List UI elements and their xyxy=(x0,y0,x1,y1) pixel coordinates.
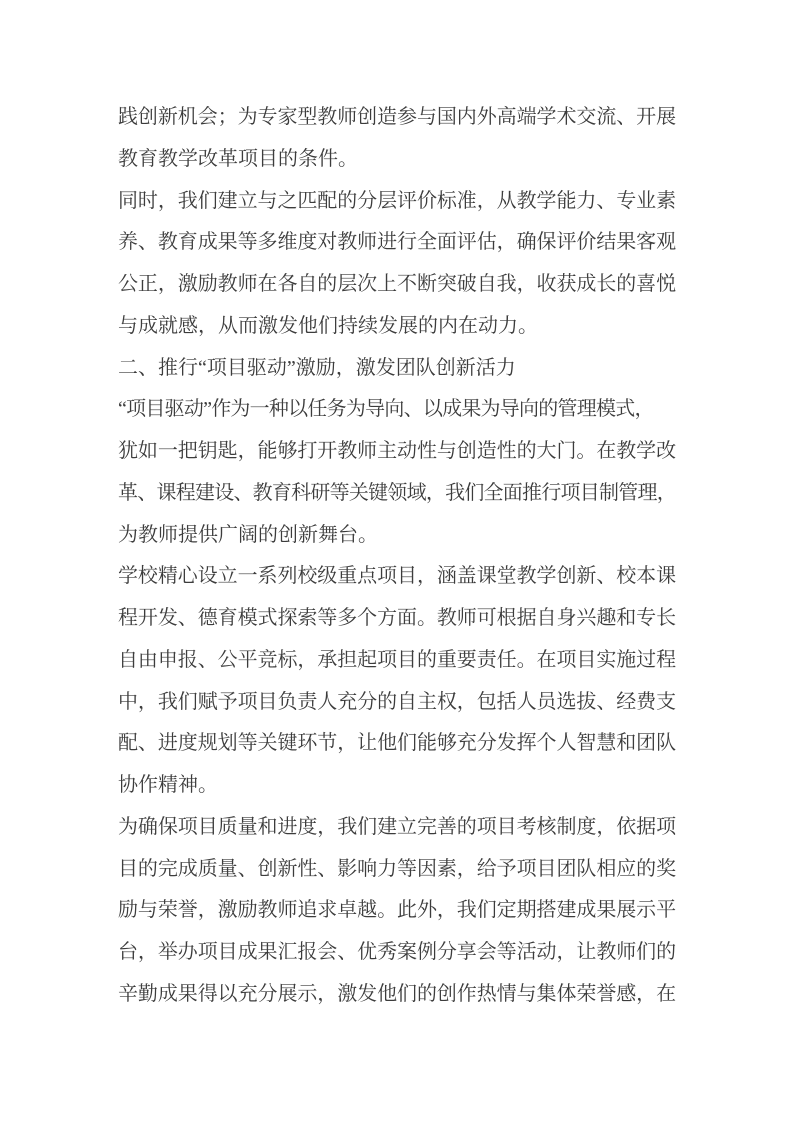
text-line: 践创新机会；为专家型教师创造参与国内外高端学术交流、开展 xyxy=(118,106,677,128)
text-line: 公正，激励教师在各自的层次上不断突破自我，收获成长的喜悦 xyxy=(118,273,677,295)
text-line: 养、教育成果等多维度对教师进行全面评估，确保评价结果客观 xyxy=(118,231,677,254)
text-line: “项目驱动”作为一种以任务为导向、以成果为导向的管理模式， xyxy=(118,398,654,421)
section-heading: 二、推行“项目驱动”激励，激发团队创新活力 xyxy=(118,356,516,379)
text-line: 与成就感，从而激发他们持续发展的内在动力。 xyxy=(118,314,538,337)
text-line: 自由申报、公平竞标，承担起项目的重要责任。在项目实施过程 xyxy=(118,648,677,671)
text-line: 辛勤成果得以充分展示，激发他们的创作热情与集体荣誉感，在 xyxy=(118,982,677,1005)
document-text xyxy=(118,97,676,1016)
text-line: 学校精心设立一系列校级重点项目，涵盖课堂教学创新、校本课 xyxy=(118,565,677,588)
text-line: 程开发、德育模式探索等多个方面。教师可根据自身兴趣和专长 xyxy=(118,607,677,629)
text-line: 目的完成质量、创新性、影响力等因素，给予项目团队相应的奖 xyxy=(118,857,677,880)
text-line: 为教师提供广阔的创新舞台。 xyxy=(118,523,378,546)
text-line: 犹如一把钥匙，能够打开教师主动性与创造性的大门。在教学改 xyxy=(118,440,677,462)
text-line: 中，我们赋予项目负责人充分的自主权，包括人员选拔、经费支 xyxy=(118,690,677,713)
text-line: 同时，我们建立与之匹配的分层评价标准，从教学能力、专业素 xyxy=(118,189,677,212)
text-line: 配、进度规划等关键环节，让他们能够充分发挥个人智慧和团队 xyxy=(118,732,677,755)
text-line: 教育教学改革项目的条件。 xyxy=(118,147,358,170)
text-line: 协作精神。 xyxy=(118,774,218,796)
text-line: 革、课程建设、教育科研等关键领域，我们全面推行项目制管理， xyxy=(118,481,676,504)
text-line: 台，举办项目成果汇报会、优秀案例分享会等活动，让教师们的 xyxy=(118,941,677,963)
text-line: 励与荣誉，激励教师追求卓越。此外，我们定期搭建成果展示平 xyxy=(118,899,677,922)
text-line: 为确保项目质量和进度，我们建立完善的项目考核制度，依据项 xyxy=(118,815,677,838)
